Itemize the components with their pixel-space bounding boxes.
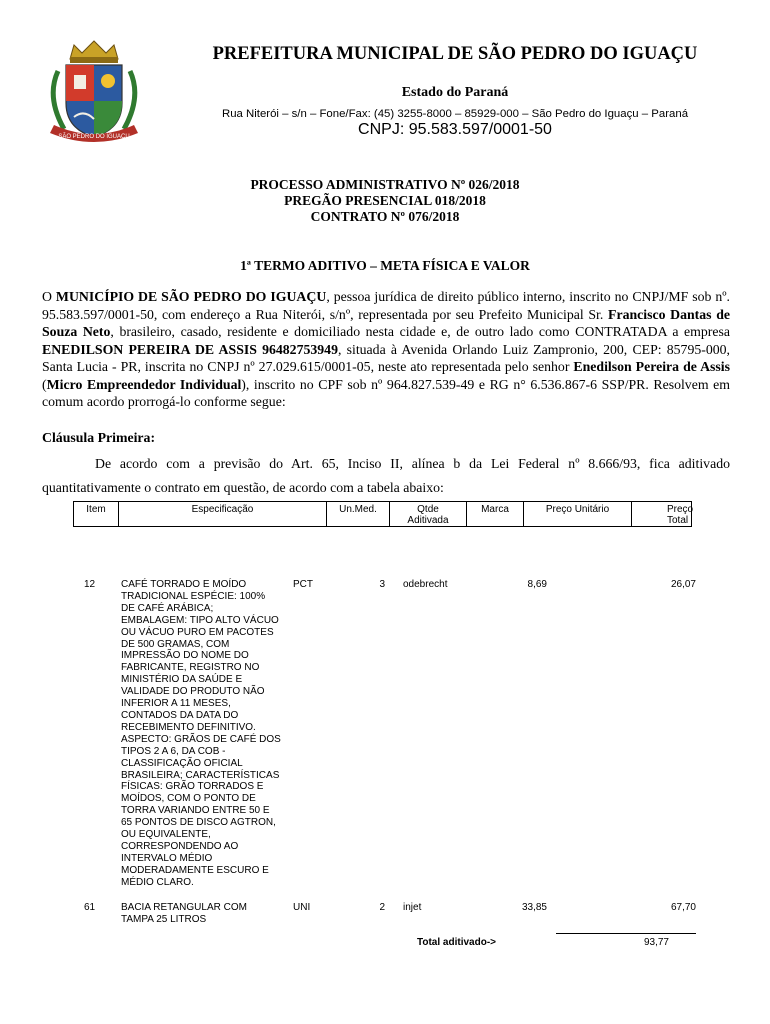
header-quantity: Qtde Aditivada bbox=[390, 502, 467, 526]
intro-text: , pessoa jurídica de direito público interno, inscrito no CNPJ/MF sob nº. 95.583.597/0001-50, com endereço a Rua Niterói, s/nº, representada por seu Prefeito Municipal Sr. bbox=[42, 289, 730, 322]
address-line: Rua Niterói – s/n – Fone/Fax: (45) 3255-8000 – 85929-000 – São Pedro do Iguaçu – Paraná bbox=[221, 108, 689, 120]
header-brand: Marca bbox=[467, 502, 524, 526]
row-unit-price: 8,69 bbox=[527, 579, 547, 590]
intro-text: ( bbox=[42, 376, 47, 392]
contractor-name: ENEDILSON PEREIRA DE ASSIS 96482753949 bbox=[42, 341, 338, 357]
row-quantity: 3 bbox=[379, 579, 385, 590]
representative-name: Enedilson Pereira de Assis bbox=[573, 359, 730, 374]
header-unit: Un.Med. bbox=[327, 502, 390, 526]
intro-text: ), inscrito no CPF sob nº 964.827.539-49 e RG n° 6.536.867-6 SSP/PR. Resolvem em comum acordo prorrogá-lo conforme segue: bbox=[42, 376, 730, 409]
header-item: Item bbox=[74, 502, 119, 526]
municipality-name: MUNICÍPIO DE SÃO PEDRO DO IGUAÇU bbox=[55, 289, 327, 304]
table-header bbox=[73, 501, 692, 527]
header-total-price: Preço Total bbox=[667, 504, 694, 526]
row-unit-price: 33,85 bbox=[521, 902, 547, 913]
total-divider bbox=[556, 933, 696, 934]
intro-paragraph bbox=[42, 288, 730, 411]
row-total-price: 67,70 bbox=[670, 902, 696, 913]
intro-text: O bbox=[42, 289, 56, 304]
row-total-price: 26,07 bbox=[670, 579, 696, 590]
row-specification: BACIA RETANGULAR COM TAMPA 25 LITROS bbox=[121, 902, 247, 925]
contrato-reference: CONTRATO Nº 076/2018 bbox=[310, 209, 460, 224]
termo-title: 1ª TERMO ADITIVO – META FÍSICA E VALOR bbox=[240, 258, 530, 273]
cnpj-line: CNPJ: 95.583.597/0001-50 bbox=[358, 121, 552, 138]
company-type: Micro Empreendedor Individual bbox=[46, 376, 242, 392]
row-unit: PCT bbox=[293, 579, 313, 590]
row-item-number: 12 bbox=[84, 579, 96, 590]
row-brand: odebrecht bbox=[403, 579, 448, 590]
row-item-number: 61 bbox=[84, 902, 96, 913]
intro-text: , situada à Avenida Orlando Luiz Zampronio, 200, CEP: 85795-000, Santa Lucia - PR, inscrita no CNPJ nº 27.029.615/0001-05, neste ato representada pelo senhor bbox=[42, 341, 730, 374]
row-brand: injet bbox=[403, 902, 422, 913]
municipal-coat-of-arms-icon bbox=[40, 37, 148, 149]
intro-text: , brasileiro, casado, residente e domiciliado nesta cidade e, de outro lado como CONTRATADA a empresa bbox=[110, 324, 730, 339]
clause-text: De acordo com a previsão do Art. 65, Inciso II, alínea b da Lei Federal nº 8.666/93, fica aditivado quantitativamente o contrato em questão, de acordo com a tabela abaixo: bbox=[42, 456, 730, 495]
total-label: Total aditivado-> bbox=[417, 937, 496, 948]
pregao-reference: PREGÃO PRESENCIAL 018/2018 bbox=[284, 193, 486, 208]
processo-reference: PROCESSO ADMINISTRATIVO Nº 026/2018 bbox=[250, 177, 520, 192]
clause-title: Cláusula Primeira: bbox=[42, 430, 156, 445]
row-specification: CAFÉ TORRADO E MOÍDO TRADICIONAL ESPÉCIE: 100% DE CAFÉ ARÁBICA; EMBALAGEM: TIPO ALTO VÁCUO OU VÁCUO PURO EM PACOTES DE 500 GRAMAS, COM IMPRESSÃO DO NOME DO FABRICANTE, REGISTRO NO MINISTÉRIO DA SAÚDE E VALIDADE DO PRODUTO NÃO INFERIOR A 11 MESES, CONTADOS DA DATA DO RECEBIMENTO DEFINITIVO. ASPECTO: GRÃOS DE CAFÉ DOS TIPOS 2 A 6, DA COB - CLASSIFICAÇÃO OFICIAL BRASILEIRA; CARACTERÍSTICAS FÍSICAS: GRÃO TORRADOS E MOÍDOS, COM O PONTO DE TORRA VARIANDO ENTRE 50 E 65 PONTOS DE DISCO AGTRON, OU EQUIVALENTE, CORRESPONDENDO AO INTERVALO MÉDIO MODERADAMENTE ESCURO E MÉDIO CLARO. bbox=[121, 579, 281, 888]
row-quantity: 2 bbox=[379, 902, 385, 913]
header-specification: Especificação bbox=[119, 502, 327, 526]
state-name: Estado do Paraná bbox=[401, 85, 509, 100]
mayor-name: Francisco Dantas de Souza Neto bbox=[42, 306, 731, 339]
svg-text:SÃO PEDRO DO IGUAÇU: SÃO PEDRO DO IGUAÇU bbox=[58, 134, 130, 140]
row-unit: UNI bbox=[293, 902, 311, 913]
total-value: 93,77 bbox=[643, 937, 669, 948]
municipality-title: PREFEITURA MUNICIPAL DE SÃO PEDRO DO IGUAÇU bbox=[212, 44, 698, 64]
header-unit-price: Preço Unitário bbox=[524, 502, 632, 526]
